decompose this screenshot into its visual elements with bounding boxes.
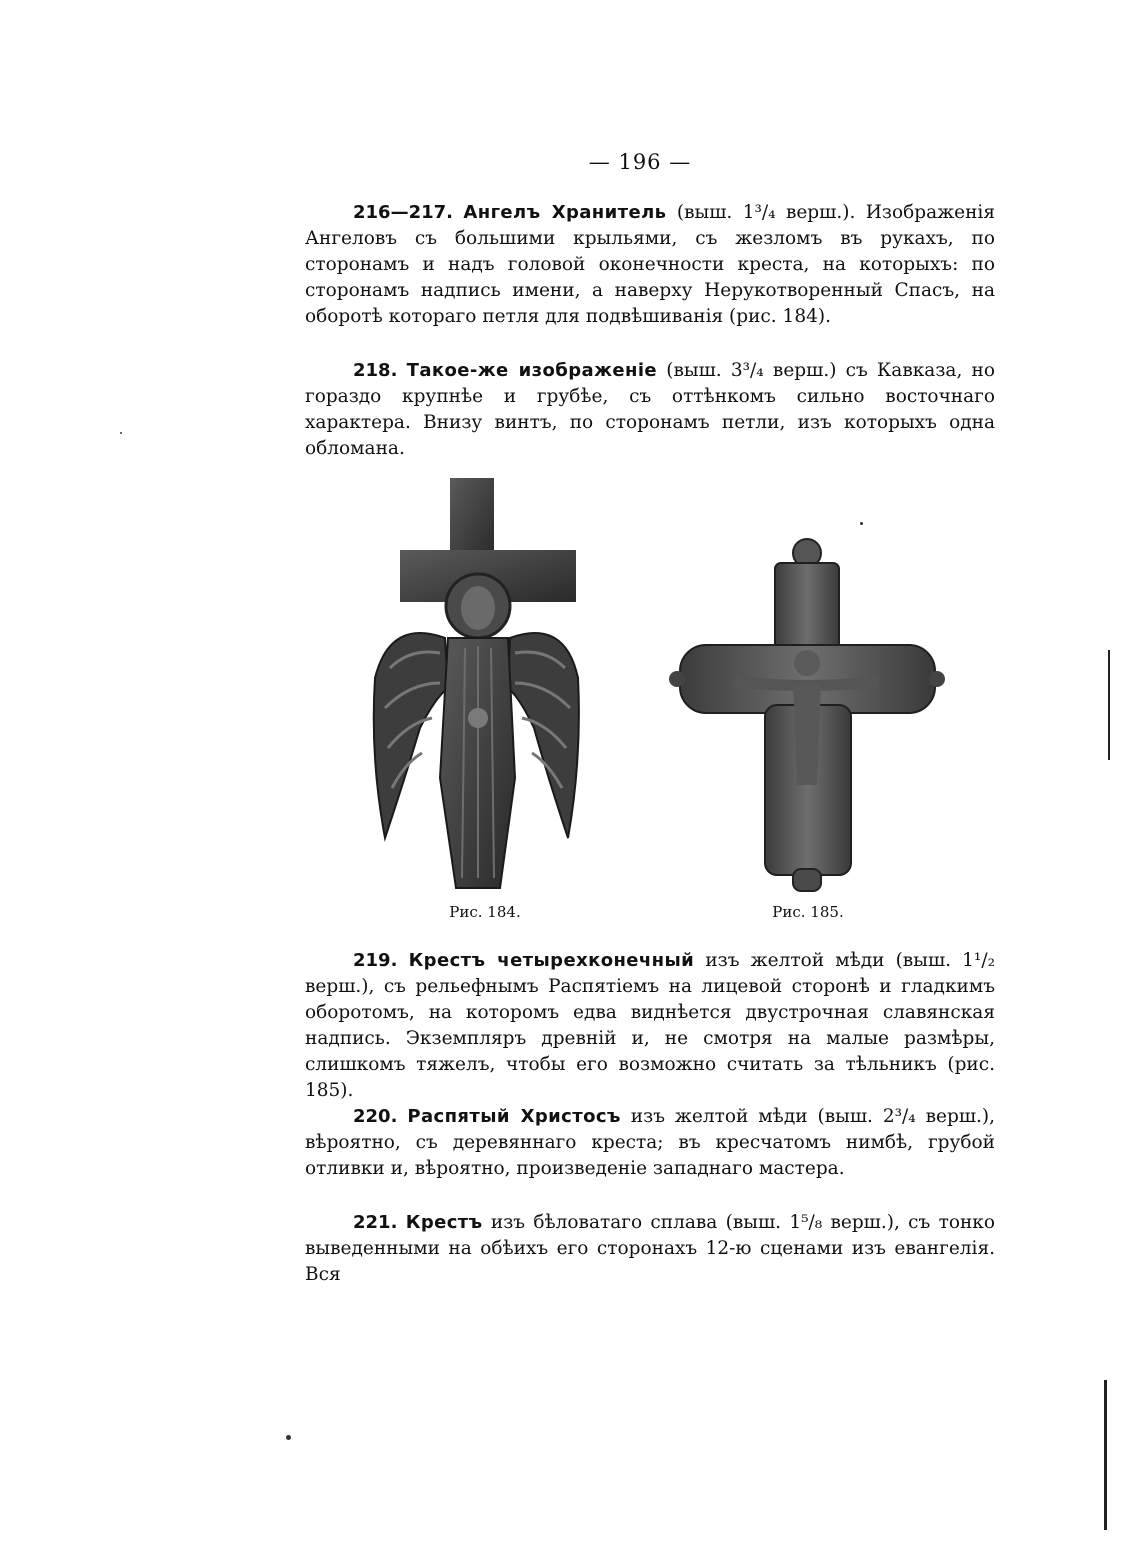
scan-edge-line [1104,1380,1107,1530]
entry-title: Крестъ четырехконечный [408,950,695,971]
entry-number: 219. [353,950,398,971]
entry-number: 218. [353,360,398,381]
scan-speck [860,522,863,525]
entry-paragraph [305,1210,995,1288]
catalog-entry-219 [305,948,995,1104]
catalog-entry-221 [305,1210,995,1288]
entry-number: 220. [353,1106,398,1127]
entry-number: 221. [353,1212,398,1233]
scan-speck [120,432,122,434]
entry-paragraph [305,200,995,330]
scan-speck [286,1435,291,1440]
figure-184-caption: Рис. 184. [449,903,521,921]
entry-text: (выш. 1³/₄ верш.). Изображенія Ангеловъ съ большими крыльями, съ жезломъ въ рукахъ, по сторонамъ и надъ головой оконечности креста, на которыхъ: по сторонамъ надпись имени, а наверху Нерукотворенный Спасъ, на оборотѣ котораго петля для подвѣшиванія (рис. 184). [305,202,995,327]
entry-text: изъ бѣловатаго сплава (выш. 1⁵/₈ верш.), съ тонко выведенными на обѣихъ его сторонахъ 12-ю сценами изъ евангелія. Вся [305,1212,995,1285]
entry-text: изъ желтой мѣди (выш. 2³/₄ верш.), вѣроятно, съ деревяннаго креста; въ кресчатомъ нимбѣ, грубой отливки и, вѣроятно, произведеніе западнаго мастера. [305,1106,995,1179]
figure-185-caption: Рис. 185. [772,903,844,921]
entry-paragraph [305,358,995,462]
entry-title: Крестъ [405,1212,483,1233]
catalog-entry-220 [305,1104,995,1182]
entry-title: Ангелъ Хранитель [463,202,667,223]
entry-number: 216—217. [353,202,453,223]
entry-paragraph [305,948,995,1104]
entry-text: (выш. 3³/₄ верш.) съ Кавказа, но гораздо крупнѣе и грубѣе, съ оттѣнкомъ сильно восточнаго характера. Внизу винтъ, по сторонамъ петли, изъ которыхъ одна обломана. [305,360,995,459]
page-number: — 196 — [588,150,692,174]
entry-paragraph [305,1104,995,1182]
cross-photo [665,535,950,900]
entry-title: Такое-же изображеніе [406,360,658,381]
angel-cross-photo [350,478,600,898]
entry-text: изъ желтой мѣди (выш. 1¹/₂ верш.), съ рельефнымъ Распятіемъ на лицевой сторонѣ и гладкимъ оборотомъ, на которомъ едва виднѣется двустрочная славянская надпись. Экземпляръ древній и, не смотря на малые размѣры, слишкомъ тяжелъ, чтобы его возможно считать за тѣльникъ (рис. 185). [305,950,995,1101]
figure-185-cross [665,535,950,900]
figure-184-angel-cross [350,478,600,898]
catalog-entry-218 [305,358,995,462]
scan-edge-line [1108,650,1110,760]
catalog-entry-216-217 [305,200,995,330]
entry-title: Распятый Христосъ [407,1106,621,1127]
